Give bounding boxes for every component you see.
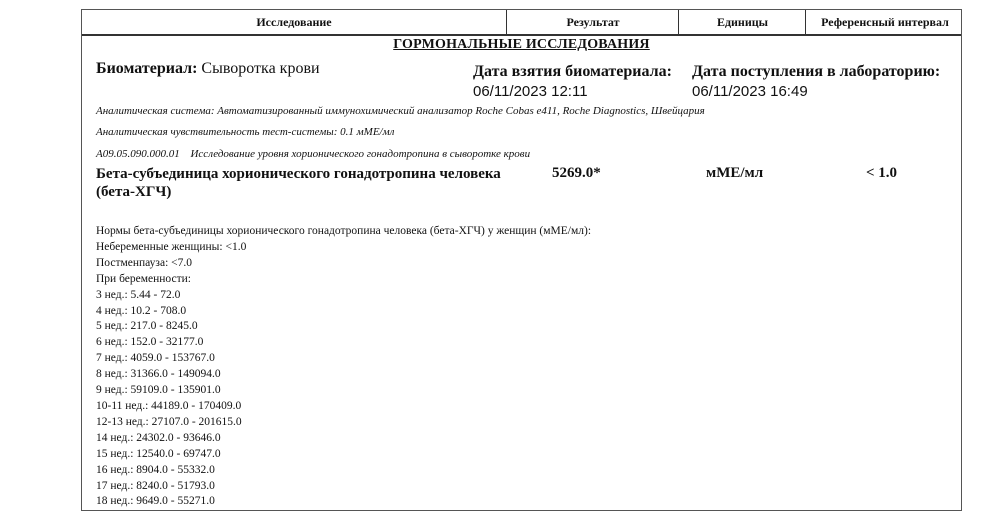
- header-result: Результат: [506, 10, 679, 34]
- norms-line: 16 нед.: 8904.0 - 55332.0: [96, 463, 215, 476]
- norms-line: 4 нед.: 10.2 - 708.0: [96, 304, 187, 317]
- lab-date-value: 06/11/2023 16:49: [692, 83, 808, 100]
- lab-report: [81, 9, 962, 511]
- norms-line: 18 нед.: 9649.0 - 55271.0: [96, 495, 215, 508]
- result-value: 5269.0*: [552, 165, 601, 181]
- result-test-name: Бета-субъединица хорионического гонадотропина человека (бета-ХГЧ): [96, 166, 501, 200]
- result-reference: < 1.0: [866, 165, 898, 181]
- norms-line: Постменпауза: <7.0: [96, 256, 193, 269]
- sample-date-label: Дата взятия биоматериала:: [473, 63, 672, 80]
- norms-line: 3 нед.: 5.44 - 72.0: [96, 288, 181, 301]
- lab-date-label: Дата поступления в лабораторию:: [692, 63, 941, 80]
- test-code: A09.05.090.000.01: [96, 148, 180, 160]
- table-header: [82, 10, 961, 36]
- biomaterial-value: Сыворотка крови: [201, 60, 320, 77]
- header-units: Единицы: [678, 10, 806, 34]
- test-code-description: Исследование уровня хорионического гонадотропина в сыворотке крови: [190, 148, 531, 160]
- analytic-system: Аналитическая система: Автоматизированный иммунохимический анализатор Roche Cobas e411, Roche Diagnostics, Швейцария: [96, 105, 705, 117]
- norms-line: 7 нед.: 4059.0 - 153767.0: [96, 352, 215, 365]
- biomaterial-label: Биоматериал:: [96, 60, 198, 77]
- norms-line: 10-11 нед.: 44189.0 - 170409.0: [96, 399, 242, 412]
- test-code-line: [96, 148, 530, 160]
- norms-line: 8 нед.: 31366.0 - 149094.0: [96, 368, 221, 381]
- norms-line: 6 нед.: 152.0 - 32177.0: [96, 336, 204, 349]
- lab-date: [692, 63, 940, 100]
- norms-line: Небеременные женщины: <1.0: [96, 240, 247, 253]
- norms-line: 14 нед.: 24302.0 - 93646.0: [96, 431, 221, 444]
- norms-line: 9 нед.: 59109.0 - 135901.0: [96, 384, 221, 397]
- result-units: мМЕ/мл: [706, 165, 764, 181]
- norms-line: При беременности:: [96, 272, 191, 285]
- norms-line: Нормы бета-субъединицы хорионического гонадотропина человека (бета-ХГЧ) у женщин (мМЕ/мл):: [96, 225, 592, 237]
- section-title: ГОРМОНАЛЬНЫЕ ИССЛЕДОВАНИЯ: [393, 37, 650, 52]
- header-reference: Референсный интервал: [805, 10, 962, 34]
- sample-date: [473, 63, 672, 100]
- biomaterial: [96, 60, 320, 78]
- norms-list: [96, 224, 591, 510]
- sample-date-value: 06/11/2023 12:11: [473, 83, 588, 100]
- analytic-sensitivity: Аналитическая чувствительность тест-системы: 0.1 мМЕ/мл: [96, 126, 395, 138]
- header-test: Исследование: [256, 15, 332, 29]
- norms-line: 15 нед.: 12540.0 - 69747.0: [96, 447, 221, 460]
- norms-line: 5 нед.: 217.0 - 8245.0: [96, 320, 198, 333]
- norms-line: 17 нед.: 8240.0 - 51793.0: [96, 479, 215, 492]
- norms-line: 12-13 нед.: 27107.0 - 201615.0: [96, 415, 242, 428]
